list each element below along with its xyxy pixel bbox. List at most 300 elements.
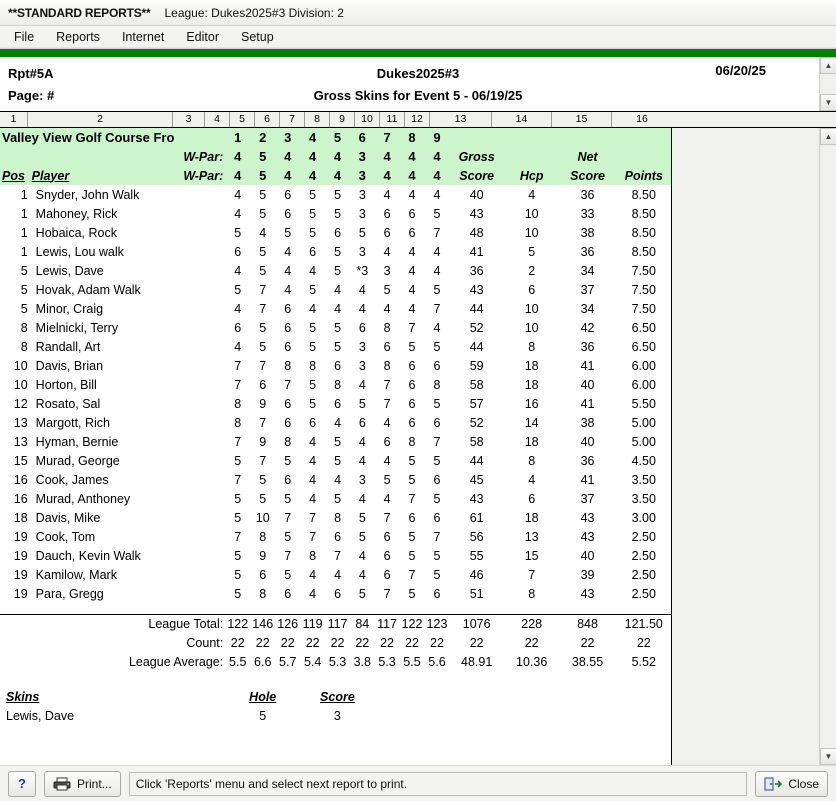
row-gross: 48 [469,225,484,240]
menu-item-editor[interactable]: Editor [186,29,219,44]
row-hole-9: 5 [433,548,441,563]
hole-number-9: 9 [424,128,449,147]
net-header-top: Net [560,147,616,166]
app-title: **STANDARD REPORTS** [8,5,151,20]
row-hole-3: 5 [284,567,292,582]
row-hole-8: 4 [408,244,416,259]
row-hole-1: 4 [234,339,242,354]
table-row [0,565,672,584]
row-hole-4: 4 [309,301,317,316]
table-row [0,527,672,546]
row-points: 4.50 [631,453,656,468]
skins-entry-name: Lewis, Dave [6,708,75,723]
row-hole-9: 5 [433,282,441,297]
row-hole-2: 7 [259,453,267,468]
row-hole-2: 7 [259,282,267,297]
row-hcp: 4 [528,187,536,202]
count-hole-2: 22 [255,635,270,650]
row-hole-4: 4 [309,453,317,468]
course-name: Valley View Golf Course Fro [0,128,225,147]
row-points: 8.50 [631,225,656,240]
row-hole-8: 7 [408,491,416,506]
ruler-col-4: 4 [205,112,230,127]
row-net: 40 [580,377,595,392]
count-hole-5: 22 [330,635,345,650]
row-points: 3.00 [631,510,656,525]
row-hole-6: 4 [358,453,366,468]
row-net: 39 [580,567,595,582]
row-hole-4: 7 [309,529,317,544]
row-hole-9: 5 [433,491,441,506]
row-hole-8: 5 [408,586,416,601]
table-row [0,299,672,318]
row-points: 6.00 [631,358,656,373]
scroll-down-icon[interactable]: ▼ [820,748,836,765]
row-pos: 1 [20,187,28,202]
row-hole-2: 7 [259,301,267,316]
row-hole-7: 7 [383,396,391,411]
row-points: 6.50 [631,339,656,354]
row-hole-3: 8 [284,358,292,373]
total-net: 848 [560,614,616,633]
count-label: Count: [186,635,224,650]
menu-item-internet[interactable]: Internet [121,29,165,44]
row-points: 2.50 [631,567,656,582]
table-row [0,318,672,337]
row-hole-9: 6 [433,358,441,373]
row-hole-6: 6 [358,415,366,430]
row-hole-6: 6 [358,320,366,335]
count-net: 22 [580,635,595,650]
league-average-row [0,652,672,671]
row-hcp: 6 [528,491,536,506]
row-gross: 56 [469,529,484,544]
hole-number-8: 8 [400,128,425,147]
row-hole-6: 5 [358,586,366,601]
row-player: Snyder, John Walk [35,187,140,202]
avg-net: 38.55 [571,654,604,669]
row-hole-9: 6 [433,415,441,430]
wpar2-hole-9: 4 [424,166,449,185]
scroll-up-icon[interactable]: ▲ [820,128,836,145]
row-hole-9: 7 [433,301,441,316]
row-hole-7: 3 [383,263,391,278]
report-body [0,128,836,765]
row-hole-7: 6 [383,567,391,582]
row-hcp: 4 [528,472,536,487]
row-hole-1: 8 [234,415,242,430]
row-hole-1: 5 [234,548,242,563]
row-hole-3: 5 [284,491,292,506]
row-hole-5: 5 [334,320,342,335]
row-hole-5: 4 [334,282,342,297]
row-hole-6: 3 [358,244,366,259]
row-hole-4: 4 [309,567,317,582]
row-net: 43 [580,510,595,525]
ruler-col-9: 9 [330,112,355,127]
wpar2-hole-4: 4 [300,166,325,185]
row-hcp: 8 [528,453,536,468]
exit-door-icon [764,777,782,791]
row-hole-9: 4 [433,187,441,202]
row-hole-5: 6 [334,225,342,240]
row-hole-4: 5 [309,320,317,335]
row-net: 42 [580,320,595,335]
row-hole-2: 10 [255,510,270,525]
row-hcp: 6 [528,282,536,297]
wpar2-hole-3: 4 [275,166,300,185]
row-hole-1: 7 [234,529,242,544]
wpar1-hole-3: 4 [275,147,300,166]
row-player: Davis, Mike [35,510,101,525]
hole-number-4: 4 [300,128,325,147]
row-net: 41 [580,396,595,411]
table-row [0,546,672,565]
scrollbar-track[interactable] [820,145,836,748]
wpar-row-2 [0,166,672,185]
row-gross: 44 [469,339,484,354]
hole-number-1: 1 [225,128,250,147]
row-gross: 45 [469,472,484,487]
row-hole-1: 7 [234,472,242,487]
report-canvas [0,128,672,765]
gross-header-bottom: Score [449,166,503,185]
row-hole-2: 8 [259,529,267,544]
menu-item-file[interactable]: File [14,29,35,44]
row-hole-4: 5 [309,396,317,411]
total-hole-6: 84 [350,614,375,633]
avg-gross: 48.91 [461,654,493,669]
row-hole-8: 7 [408,567,416,582]
report-header [0,57,836,112]
row-hole-8: 6 [408,510,416,525]
table-row [0,451,672,470]
row-hole-7: 4 [383,187,391,202]
avg-hole-9: 5.6 [428,654,446,669]
question-mark-icon: ? [18,776,26,791]
row-net: 33 [580,206,595,221]
row-hole-8: 6 [408,358,416,373]
row-hole-3: 6 [284,320,292,335]
row-hole-3: 7 [284,377,292,392]
row-pos: 16 [13,472,28,487]
row-hole-9: 8 [433,377,441,392]
row-player: Hyman, Bernie [35,434,119,449]
row-points: 5.00 [631,415,656,430]
row-hole-8: 8 [408,434,416,449]
row-hole-8: 5 [408,548,416,563]
table-row [0,394,672,413]
ruler-col-7: 7 [280,112,305,127]
row-hole-1: 7 [234,434,242,449]
row-net: 37 [580,491,595,506]
row-hole-1: 5 [234,510,242,525]
row-hole-9: 7 [433,529,441,544]
table-row [0,489,672,508]
row-gross: 52 [469,415,484,430]
row-hole-5: 4 [334,472,342,487]
row-hole-5: 5 [334,491,342,506]
count-row [0,633,672,652]
avg-hole-4: 5.4 [303,654,322,669]
header-vertical-scrollbar[interactable] [819,57,836,111]
row-hole-5: 4 [334,301,342,316]
row-pos: 5 [20,301,28,316]
row-hcp: 18 [524,358,539,373]
row-hole-3: 6 [284,472,292,487]
report-id: Rpt#5A [8,66,54,81]
total-gross: 1076 [449,614,503,633]
status-message: Click 'Reports' menu and select next report to print. [129,772,748,796]
row-hole-9: 5 [433,339,441,354]
row-hole-2: 5 [259,206,267,221]
help-button[interactable] [8,771,36,797]
row-hole-9: 4 [433,263,441,278]
row-player: Minor, Craig [35,301,104,316]
row-hole-8: 6 [408,206,416,221]
row-hole-9: 4 [433,320,441,335]
count-hcp: 22 [524,635,539,650]
avg-hole-8: 5.5 [403,654,421,669]
printer-icon [53,777,71,791]
scroll-up-icon[interactable]: ▲ [820,57,836,74]
row-net: 36 [580,339,595,354]
skins-score-header: Score [320,689,355,704]
row-hole-7: 6 [383,529,391,544]
row-hole-3: 6 [284,206,292,221]
row-gross: 51 [469,586,484,601]
row-pos: 13 [13,415,28,430]
table-row [0,508,672,527]
hcp-header: Hcp [504,166,560,185]
row-hole-4: 5 [309,282,317,297]
ruler-col-3: 3 [173,112,205,127]
row-hole-5: 4 [334,415,342,430]
row-hcp: 2 [528,263,536,278]
row-pos: 19 [13,567,28,582]
row-hole-4: 5 [309,339,317,354]
close-button[interactable] [755,771,828,797]
row-hole-6: 5 [358,529,366,544]
row-player: Para, Gregg [35,586,104,601]
wpar1-hole-5: 4 [325,147,350,166]
wpar1-hole-7: 4 [375,147,400,166]
table-row [0,204,672,223]
row-player: Hovak, Adam Walk [35,282,141,297]
avg-hole-2: 6.6 [254,654,272,669]
ruler-col-12: 12 [405,112,430,127]
row-net: 40 [580,548,595,563]
row-pos: 8 [20,339,28,354]
row-hole-4: 4 [309,434,317,449]
total-hole-9: 123 [424,614,449,633]
row-hole-3: 6 [284,396,292,411]
row-net: 36 [580,453,595,468]
report-title-line1: Dukes2025#3 [376,66,460,81]
row-points: 2.50 [631,548,656,563]
ruler-col-13: 13 [430,112,492,127]
row-hole-1: 4 [234,187,242,202]
row-hcp: 8 [528,586,536,601]
row-hole-5: 8 [334,377,342,392]
total-hcp: 228 [504,614,560,633]
report-header-center [0,63,836,107]
row-hole-8: 5 [408,472,416,487]
row-pos: 5 [20,263,28,278]
row-points: 8.50 [631,187,656,202]
ruler-col-14: 14 [492,112,552,127]
row-player: Lewis, Dave [35,263,104,278]
menu-bar [0,26,836,48]
row-hcp: 18 [524,377,539,392]
row-hole-5: 5 [334,453,342,468]
row-hole-2: 5 [259,244,267,259]
wpar1-hole-1: 4 [225,147,250,166]
row-gross: 52 [469,320,484,335]
row-hole-8: 6 [408,396,416,411]
row-hole-6: 4 [358,377,366,392]
row-hole-7: 7 [383,377,391,392]
row-hcp: 15 [524,548,539,563]
skins-entry-hole: 5 [259,708,267,723]
row-points: 5.50 [631,396,656,411]
row-player: Cook, Tom [35,529,96,544]
wpar1-hole-8: 4 [400,147,425,166]
row-hole-9: 5 [433,453,441,468]
row-hole-3: 6 [284,415,292,430]
league-total-label: League Total: [0,614,225,633]
row-hole-3: 8 [284,434,292,449]
row-pos: 8 [20,320,28,335]
scroll-down-icon[interactable]: ▼ [820,94,836,111]
report-date: 06/20/25 [715,63,766,78]
row-hole-7: 8 [383,320,391,335]
table-row [0,375,672,394]
row-hole-5: 6 [334,396,342,411]
row-gross: 46 [469,567,484,582]
report-vertical-scrollbar[interactable] [819,128,836,765]
row-player: Cook, James [35,472,109,487]
menu-item-reports[interactable]: Reports [56,29,100,44]
row-hcp: 18 [524,434,539,449]
row-player: Randall, Art [35,339,101,354]
row-points: 6.50 [631,320,656,335]
row-hole-4: 4 [309,472,317,487]
row-hole-7: 8 [383,358,391,373]
row-gross: 59 [469,358,484,373]
wpar2-hole-6: 3 [350,166,375,185]
row-hole-6: 5 [358,510,366,525]
row-hole-5: 5 [334,244,342,259]
hole-number-7: 7 [375,128,400,147]
row-hole-4: 8 [309,358,317,373]
row-hole-4: 7 [309,510,317,525]
wpar-row-1 [0,147,672,166]
row-hole-9: 6 [433,586,441,601]
row-hole-8: 4 [408,263,416,278]
row-hole-6: 4 [358,282,366,297]
row-points: 7.50 [631,301,656,316]
row-hole-1: 5 [234,491,242,506]
wpar2-hole-7: 4 [375,166,400,185]
row-hole-8: 5 [408,453,416,468]
row-net: 36 [580,187,595,202]
avg-points: 5.52 [631,654,656,669]
row-hole-5: 8 [334,510,342,525]
report-right-margin [672,128,819,765]
row-hole-3: 4 [284,263,292,278]
row-hcp: 13 [524,529,539,544]
row-hole-9: 6 [433,510,441,525]
ruler-col-5: 5 [230,112,255,127]
row-hole-9: 6 [433,472,441,487]
table-row [0,413,672,432]
table-row [0,432,672,451]
menu-item-setup[interactable]: Setup [240,29,274,44]
row-hcp: 10 [524,225,539,240]
row-player: Horton, Bill [35,377,97,392]
row-pos: 1 [20,225,28,240]
ruler-col-11: 11 [380,112,405,127]
print-button[interactable] [44,771,121,797]
wpar2-hole-1: 4 [225,166,250,185]
row-pos: 16 [13,491,28,506]
report-table [0,128,672,725]
row-hole-5: 5 [334,187,342,202]
row-hole-7: 4 [383,491,391,506]
wpar2-hole-5: 4 [325,166,350,185]
row-hole-6: *3 [356,263,369,278]
skins-header: Skins [6,689,40,704]
ruler-col-6: 6 [255,112,280,127]
pos-header: Pos [0,166,30,185]
row-hole-6: 4 [358,434,366,449]
row-hole-1: 5 [234,225,242,240]
row-hole-4: 5 [309,206,317,221]
row-pos: 1 [20,244,28,259]
row-hcp: 10 [524,206,539,221]
table-row [0,185,672,204]
row-hole-1: 8 [234,396,242,411]
row-hole-1: 7 [234,358,242,373]
row-hole-2: 4 [259,225,267,240]
row-hole-6: 4 [358,301,366,316]
wpar-label-2: W-Par: [171,166,225,185]
page-label: Page: # [8,88,55,103]
row-pos: 15 [13,453,28,468]
row-net: 34 [580,301,595,316]
skins-entry-row [0,706,672,725]
row-hole-3: 4 [284,282,292,297]
row-net: 38 [580,225,595,240]
row-hole-6: 4 [358,567,366,582]
row-hole-3: 7 [284,548,292,563]
count-hole-8: 22 [405,635,419,650]
count-gross: 22 [469,635,484,650]
total-points: 121.50 [616,614,672,633]
row-hole-3: 6 [284,339,292,354]
row-hole-6: 4 [358,548,366,563]
ruler-col-16: 16 [636,113,648,125]
row-player: Lewis, Lou walk [35,244,124,259]
total-hole-2: 146 [250,614,275,633]
row-hcp: 10 [524,320,539,335]
row-hole-2: 6 [259,377,267,392]
row-pos: 1 [20,206,28,221]
row-hole-3: 6 [284,301,292,316]
count-hole-6: 22 [355,635,370,650]
table-row [0,280,672,299]
